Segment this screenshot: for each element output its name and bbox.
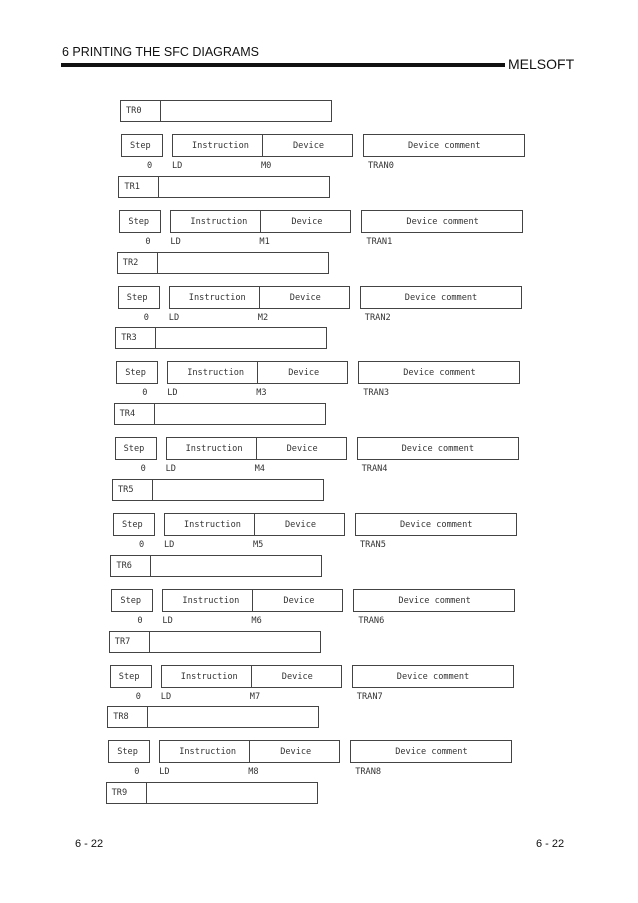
- instruction-value: LD: [170, 236, 181, 247]
- step-header-label: Step: [130, 141, 151, 151]
- device-comment-value: TRAN2: [364, 312, 391, 323]
- device-comment-value: TRAN8: [355, 767, 382, 778]
- instruction-device-header: [170, 210, 351, 233]
- transition-name-box: [120, 100, 332, 122]
- transition-name: TR2: [122, 257, 139, 268]
- device-value: M1: [259, 236, 270, 247]
- transition-content-area: [161, 101, 331, 121]
- device-comment-header-label: Device comment: [406, 216, 479, 227]
- transition-name: TR5: [118, 485, 134, 495]
- step-header: [113, 513, 155, 536]
- device-comment-header: [353, 589, 515, 612]
- section-title: 6 PRINTING THE SFC DIAGRAMS: [62, 45, 260, 59]
- instruction-header-label: Instruction: [192, 141, 249, 151]
- header-divider: [257, 362, 258, 383]
- device-header-label: Device: [289, 292, 321, 303]
- device-comment-header: [363, 134, 525, 157]
- instruction-header-label: Instruction: [188, 292, 246, 303]
- header-divider: [251, 666, 252, 687]
- transition-name: TR9: [111, 788, 128, 799]
- transition-name: TR4: [119, 409, 136, 420]
- instruction-value: LD: [168, 312, 180, 323]
- page-number-left: 6 - 22: [75, 838, 104, 850]
- step-header-label: Step: [120, 595, 142, 606]
- transition-content-area: [155, 404, 325, 424]
- device-header-label: Device: [280, 747, 312, 758]
- step-header-label: Step: [123, 444, 145, 455]
- instruction-header-label: Instruction: [187, 368, 245, 379]
- device-comment-header: [358, 361, 520, 384]
- step-header: [111, 589, 153, 612]
- step-number: 0: [145, 236, 151, 247]
- instruction-value: LD: [165, 464, 176, 475]
- step-header-label: Step: [126, 292, 148, 303]
- device-comment-value: TRAN1: [366, 236, 393, 247]
- device-comment-header-label: Device comment: [396, 671, 470, 682]
- transition-content-area: [153, 480, 323, 500]
- instruction-header-label: Instruction: [182, 595, 240, 606]
- header-divider: [249, 741, 250, 762]
- device-comment-header: [360, 286, 522, 309]
- instruction-device-header: [172, 134, 353, 157]
- device-comment-header-label: Device comment: [404, 292, 478, 303]
- instruction-value: LD: [159, 767, 170, 778]
- transition-name: TR6: [116, 560, 132, 571]
- device-value: M3: [256, 388, 267, 399]
- step-header: [108, 740, 150, 763]
- instruction-value: LD: [172, 161, 183, 171]
- device-header-label: Device: [283, 595, 315, 606]
- brand-label: MELSOFT: [508, 56, 575, 72]
- instruction-header-label: Instruction: [190, 216, 248, 227]
- instruction-value: LD: [164, 540, 175, 550]
- transition-content-area: [159, 177, 329, 197]
- device-comment-value: TRAN7: [356, 691, 383, 702]
- transition-name: TR1: [124, 181, 140, 192]
- transition-name-box: [109, 631, 321, 653]
- device-value: M0: [261, 161, 272, 171]
- device-comment-header-label: Device comment: [398, 595, 471, 606]
- step-header-label: Step: [128, 216, 150, 227]
- step-header: [119, 210, 161, 233]
- page-number-right: 6 - 22: [536, 838, 565, 850]
- device-comment-header: [352, 665, 514, 688]
- step-header: [118, 286, 160, 309]
- instruction-device-header: [162, 589, 343, 612]
- step-number: 0: [142, 388, 148, 399]
- instruction-device-header: [166, 437, 347, 460]
- device-comment-header-label: Device comment: [400, 520, 473, 530]
- device-value: M8: [248, 767, 259, 778]
- device-comment-header-label: Device comment: [401, 444, 475, 455]
- device-comment-header: [361, 210, 523, 233]
- transition-name-box: [115, 327, 327, 349]
- step-header: [110, 665, 152, 688]
- device-header-label: Device: [293, 141, 325, 151]
- step-number: 0: [137, 615, 143, 626]
- instruction-device-header: [159, 740, 340, 763]
- transition-name-box: [106, 782, 318, 804]
- transition-name-box: [110, 555, 322, 577]
- transition-content-area: [158, 253, 328, 273]
- header-divider: [260, 211, 261, 232]
- device-comment-header-label: Device comment: [395, 747, 468, 758]
- header-divider: [254, 514, 255, 535]
- transition-name-box: [107, 706, 319, 728]
- device-comment-header: [350, 740, 512, 763]
- step-number: 0: [147, 161, 153, 171]
- device-comment-header: [357, 437, 519, 460]
- step-number: 0: [140, 464, 146, 475]
- device-header-label: Device: [281, 671, 313, 682]
- device-comment-value: TRAN6: [358, 615, 385, 626]
- instruction-device-header: [167, 361, 348, 384]
- device-comment-value: TRAN4: [361, 464, 388, 475]
- header-rule: [61, 63, 505, 67]
- device-value: M6: [251, 615, 262, 626]
- device-value: M2: [257, 312, 269, 323]
- transition-content-area: [148, 707, 318, 727]
- step-number: 0: [134, 767, 140, 778]
- step-header: [115, 437, 157, 460]
- device-value: M4: [254, 464, 265, 475]
- header-divider: [259, 287, 260, 308]
- instruction-header-label: Instruction: [185, 444, 243, 455]
- instruction-device-header: [169, 286, 350, 309]
- header-divider: [256, 438, 257, 459]
- transition-name-box: [117, 252, 329, 274]
- transition-name-box: [114, 403, 326, 425]
- step-number: 0: [143, 312, 149, 323]
- transition-name-box: [112, 479, 324, 501]
- instruction-header-label: Instruction: [180, 671, 238, 682]
- instruction-device-header: [161, 665, 342, 688]
- device-header-label: Device: [285, 520, 317, 530]
- device-comment-value: TRAN0: [368, 161, 394, 171]
- device-comment-header-label: Device comment: [408, 141, 481, 151]
- transition-name-box: [118, 176, 330, 198]
- header-divider: [262, 135, 263, 156]
- device-header-label: Device: [288, 368, 320, 379]
- transition-name: TR8: [113, 712, 129, 723]
- step-header: [116, 361, 158, 384]
- instruction-device-header: [164, 513, 345, 536]
- step-header-label: Step: [125, 368, 146, 379]
- step-header-label: Step: [117, 747, 138, 758]
- transition-content-area: [151, 556, 321, 576]
- device-comment-header-label: Device comment: [403, 368, 476, 379]
- device-comment-value: TRAN3: [363, 388, 390, 399]
- device-value: M5: [253, 540, 264, 550]
- transition-content-area: [150, 632, 320, 652]
- transition-content-area: [147, 783, 317, 803]
- step-number: 0: [135, 691, 141, 702]
- transition-content-area: [156, 328, 326, 348]
- step-number: 0: [139, 540, 145, 550]
- step-header: [121, 134, 163, 157]
- step-header-label: Step: [118, 671, 140, 682]
- instruction-value: LD: [160, 691, 172, 702]
- device-header-label: Device: [286, 444, 318, 455]
- device-value: M7: [249, 691, 261, 702]
- device-comment-value: TRAN5: [360, 540, 386, 550]
- step-header-label: Step: [122, 520, 143, 530]
- device-comment-header: [355, 513, 517, 536]
- header-divider: [252, 590, 253, 611]
- device-header-label: Device: [291, 216, 323, 227]
- transition-name: TR3: [121, 333, 137, 344]
- instruction-value: LD: [162, 615, 173, 626]
- transition-name: TR0: [126, 106, 142, 116]
- instruction-value: LD: [167, 388, 178, 399]
- transition-name: TR7: [114, 636, 131, 647]
- instruction-header-label: Instruction: [184, 520, 241, 530]
- instruction-header-label: Instruction: [179, 747, 237, 758]
